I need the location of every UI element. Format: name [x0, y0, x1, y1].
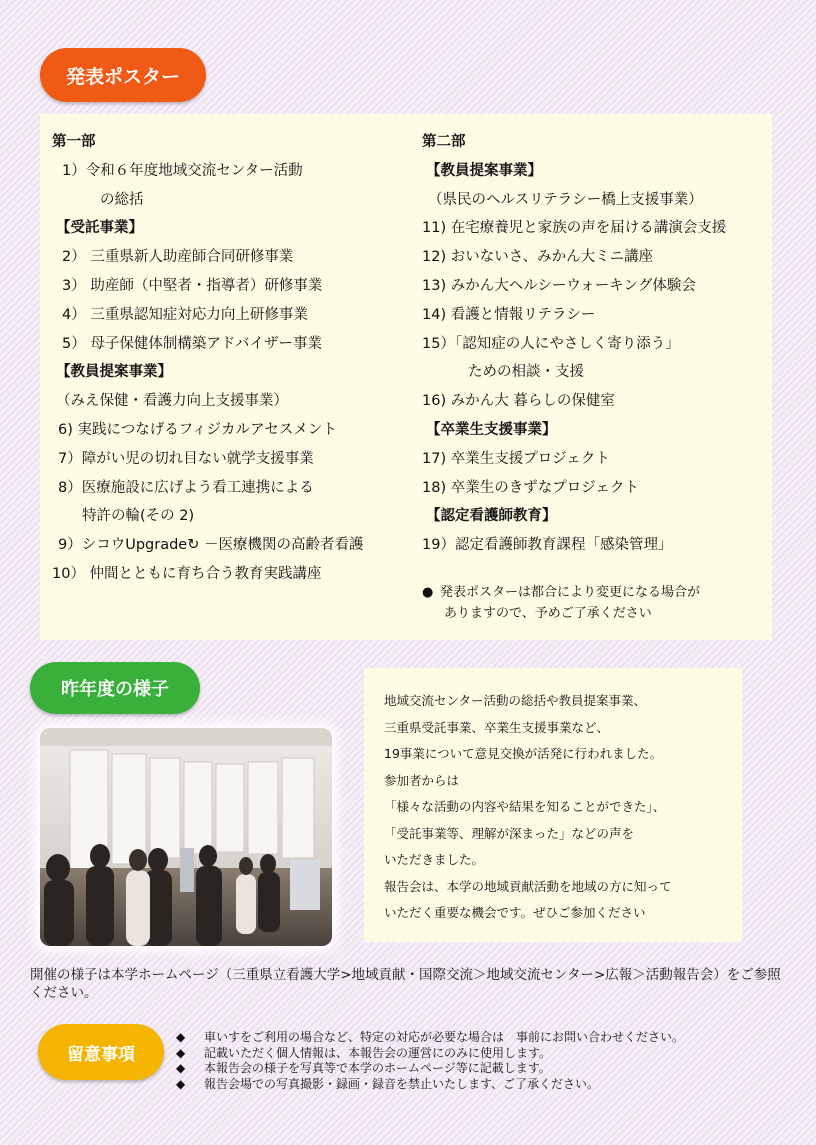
diamond-bullet-icon: ◆ [176, 1030, 186, 1044]
poster-list-item: 13) みかん大ヘルシーウォーキング体験会 [422, 277, 696, 294]
report-line: いただきました。 [384, 852, 485, 867]
event-photo [40, 728, 332, 946]
poster-list-panel [40, 114, 772, 640]
diamond-bullet-icon: ◆ [176, 1045, 186, 1060]
poster-change-note [422, 582, 700, 624]
notes-list [176, 1030, 684, 1092]
poster-part1-column [52, 128, 363, 589]
event-photo-image [40, 728, 332, 946]
notes-item-text: 報告会場での写真撮影・録画・録音を禁止いたします、ご了承ください。 [204, 1076, 600, 1091]
poster-list-item: 19）認定看護師教育課程「感染管理」 [422, 537, 673, 554]
poster-list-item: 【教員提案事業】 [426, 162, 542, 179]
notes-item-text: 記載いただく個人情報は、本報告会の運営にのみに使用します。 [204, 1045, 552, 1060]
poster-list-item: の総括 [100, 191, 144, 208]
note-line: 発表ポスターは都合により変更になる場合が [440, 585, 701, 600]
notes-item [176, 1077, 684, 1093]
poster-list-item: 第二部 [422, 134, 466, 150]
poster-list-item: 【認定看護師教育】 [426, 508, 557, 525]
poster-list-item: 4） 三重県認知症対応力向上研修事業 [62, 306, 308, 323]
poster-list-item: 9）シコウUpgrade↻ －医療機関の高齢者看護 [58, 537, 364, 554]
notes-item [176, 1061, 684, 1077]
notes-heading: 留意事項 [38, 1024, 164, 1080]
poster-list-item: 【受託事業】 [56, 220, 143, 237]
last-year-heading: 昨年度の様子 [30, 662, 200, 714]
report-line: 三重県受託事業、卒業生支援事業など、 [384, 719, 610, 735]
poster-list-item: 18) 卒業生のきずなプロジェクト [422, 479, 639, 496]
report-line: 地域交流センター活動の総括や教員提案事業、 [384, 693, 647, 708]
poster-list-item: 2） 三重県新人助産師合同研修事業 [62, 249, 294, 266]
poster-list-item: 12) おいないさ、みかん大ミニ講座 [422, 249, 654, 266]
report-line: 19事業について意見交換が活発に行われました。 [384, 746, 663, 761]
poster-list-item: 14) 看護と情報リテラシー [422, 306, 596, 323]
poster-list-item: 【卒業生支援事業】 [426, 421, 557, 438]
diamond-bullet-icon: ◆ [176, 1076, 186, 1091]
poster-list-item: 16) みかん大 暮らしの保健室 [422, 393, 615, 410]
poster-list-item: （みえ保健・看護力向上支援事業） [56, 393, 288, 410]
poster-list-item: 10） 仲間とともに育ち合う教育実践講座 [52, 565, 322, 582]
poster-list-item: 5） 母子保健体制構築アドバイザー事業 [62, 335, 323, 352]
notes-item-text: 本報告会の様子を写真等で本学のホームページ等に記載します。 [204, 1061, 551, 1075]
poster-list-item: 1）令和６年度地域交流センター活動 [62, 162, 303, 179]
poster-list-item: 15）「認知症の人にやさしく寄り添う」 [422, 335, 680, 352]
poster-list-item: ための相談・支援 [468, 364, 584, 381]
notes-item [176, 1046, 684, 1062]
notes-item-text: 車いすをご利用の場合など、特定の対応が必要な場合は 事前にお問い合わせください。 [204, 1030, 685, 1044]
note-line: ありますので、予めご了承ください [444, 606, 652, 621]
notes-item [176, 1030, 684, 1046]
poster-heading: 発表ポスター [40, 48, 206, 102]
poster-list-item: 8）医療施設に広げよう看工連携による [58, 479, 314, 496]
report-line: いただく重要な機会です。ぜひご参加ください [384, 905, 646, 920]
report-line: 参加者からは [384, 772, 460, 788]
report-line: 「受託事業等、理解が深まった」などの声を [384, 825, 635, 841]
poster-list-item: 第一部 [52, 134, 96, 150]
last-year-report-panel [364, 668, 742, 942]
report-line: 「様々な活動の内容や結果を知ることができた」、 [384, 799, 666, 814]
poster-list-item: 6) 実践につなげるフィジカルアセスメント [58, 421, 337, 438]
poster-list-item: 3） 助産師（中堅者・指導者）研修事業 [62, 277, 323, 294]
report-text [384, 688, 672, 927]
report-line: 報告会は、本学の地域貢献活動を地域の方に知って [384, 878, 672, 894]
poster-list-item: 11) 在宅療養児と家族の声を届ける講演会支援 [422, 220, 727, 237]
homepage-info-text: 開催の様子は本学ホームページ（三重県立看護大学>地域貢献・国際交流＞地域交流センター>広報＞活動報告会）をご参照ください。 [30, 967, 781, 1001]
bullet-icon: ● [422, 585, 434, 600]
diamond-bullet-icon: ◆ [176, 1061, 186, 1075]
poster-list-item: 特許の輪(その 2) [82, 508, 195, 525]
poster-list-item: （県民のヘルスリテラシー橋上支援事業） [428, 191, 703, 208]
poster-list-item: 17) 卒業生支援プロジェクト [422, 450, 610, 467]
poster-list-item: 【教員提案事業】 [56, 364, 172, 381]
poster-part2-column [422, 128, 726, 560]
poster-list-item: 7）障がい児の切れ目ない就学支援事業 [58, 450, 314, 467]
